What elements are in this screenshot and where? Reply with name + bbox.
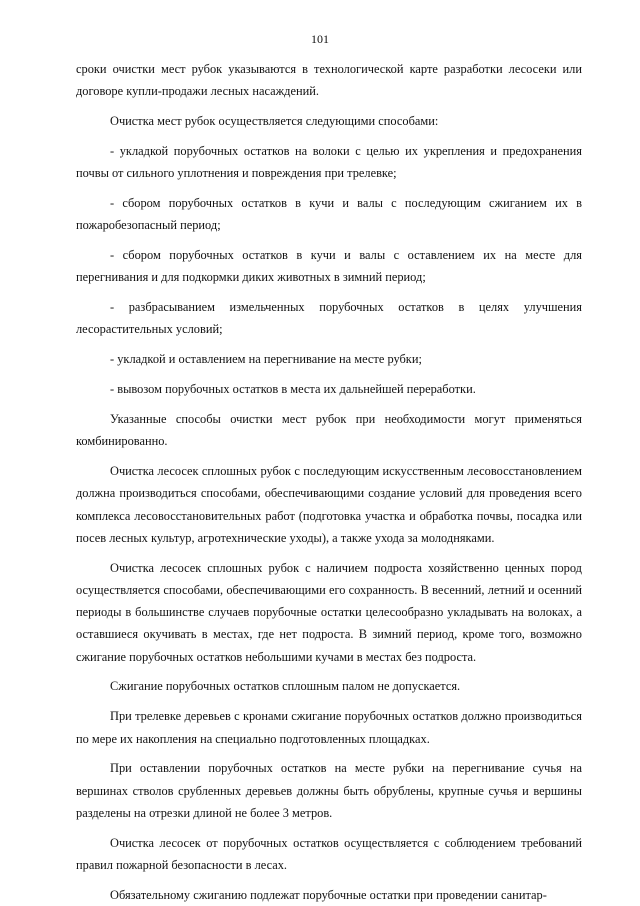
paragraph: Указанные способы очистки мест рубок при необходимости могут применяться комбинированно. [76, 412, 582, 449]
paragraph: Сжигание порубочных остатков сплошным палом не допускается. [110, 679, 461, 694]
paragraph: Очистка мест рубок осуществляется следующими способами: [110, 114, 439, 129]
body-text [76, 58, 582, 906]
list-item: - разбрасыванием измельченных порубочных остатков в целях улучшения лесорастительных условий; [76, 300, 582, 337]
paragraph: Очистка лесосек от порубочных остатков осуществляется с соблюдением требований правил пожарной безопасности в лесах. [76, 835, 582, 872]
paragraph: При трелевке деревьев с кронами сжигание порубочных остатков должно производиться по мере их накопления на специально подготовленных площадках. [76, 709, 582, 746]
paragraph: Очистка лесосек сплошных рубок с наличием подроста хозяйственно ценных пород осуществляется способами, обеспечивающими его сохранность. В весенний, летний и осенний периоды в большинстве случаев порубочные остатки целесообразно укладывать на волоках, а оставшиеся окучивать в местах, где нет подроста. В зимний период, кроме того, возможно сжигание порубочных остатков небольшими кучами в местах без подроста. [76, 560, 582, 664]
paragraph: сроки очистки мест рубок указываются в технологической карте разработки лесосеки или договоре купли-продажи лесных насаждений. [76, 62, 582, 99]
list-item: - сбором порубочных остатков в кучи и валы с последующим сжиганием их в пожаробезопасный период; [76, 196, 582, 233]
page-number: 101 [311, 32, 329, 46]
list-item: - сбором порубочных остатков в кучи и валы с оставлением их на месте для перегнивания и для подкормки диких животных в зимний период; [76, 248, 582, 285]
paragraph: Обязательному сжиганию подлежат порубочные остатки при проведении санитар- [110, 887, 547, 902]
list-item: - укладкой порубочных остатков на волоки с целью их укрепления и предохранения почвы от сильного уплотнения и повреждения при трелевке; [76, 143, 582, 181]
list-item: - укладкой и оставлением на перегнивание на месте рубки; [110, 352, 422, 367]
paragraph: Очистка лесосек сплошных рубок с последующим искусственным лесовосстановлением должна производиться способами, обеспечивающими создание условий для проведения всего комплекса лесовосстановительных работ (подготовка участка и обработка почвы, посадка или посев лесных культур, агротехнические уходы), а также ухода за молодняками. [76, 464, 582, 545]
list-item: - вывозом порубочных остатков в места их дальнейшей переработки. [110, 382, 476, 397]
paragraph: При оставлении порубочных остатков на месте рубки на перегнивание сучья на вершинах стволов срубленных деревьев должны быть обрублены, крупные сучья и вершины разделены на отрезки длиной не более 3 метров. [76, 761, 582, 820]
